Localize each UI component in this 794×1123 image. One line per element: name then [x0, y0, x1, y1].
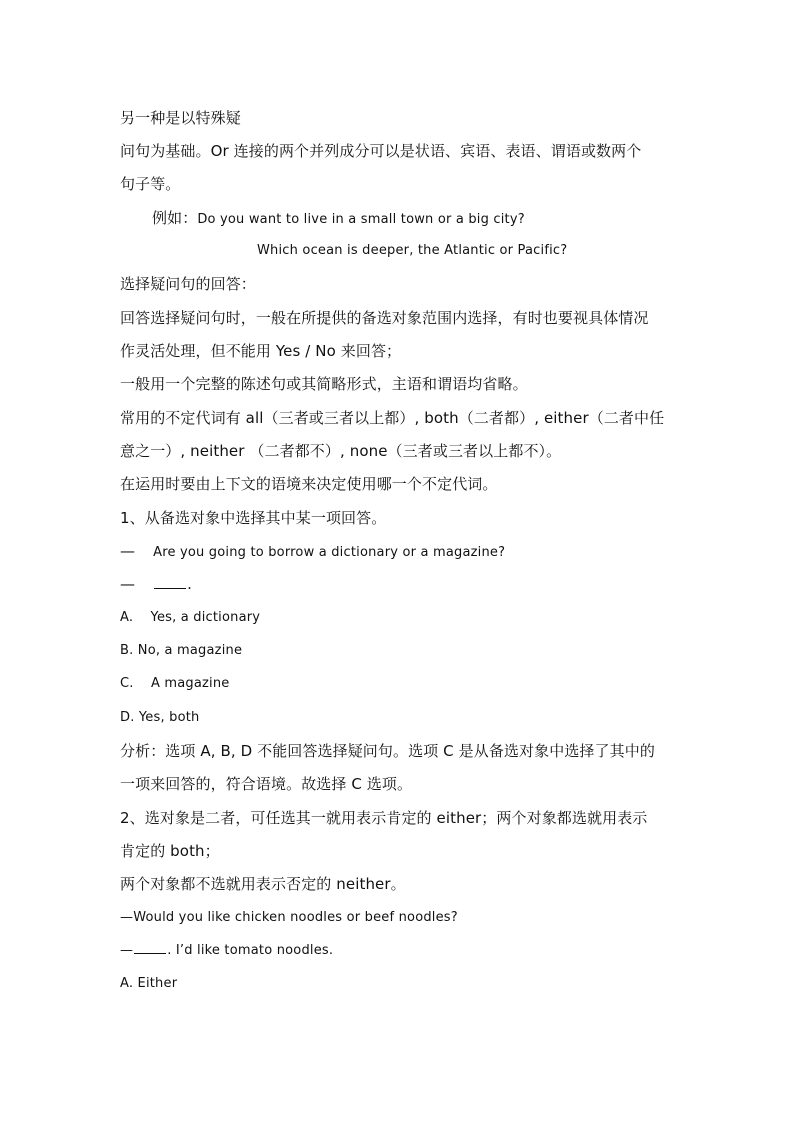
answer-blank	[154, 576, 186, 589]
option-d: D. Yes, both	[120, 710, 200, 725]
analysis-line-1: 分析：选项 A, B, D 不能回答选择疑问句。选项 C 是从备选对象中选择了其中的	[120, 742, 655, 760]
section-2-line-3: 两个对象都不选就用表示否定的 neither。	[120, 875, 406, 893]
intro-line-3: 句子等。	[120, 175, 181, 193]
question-2-answer	[120, 941, 333, 961]
answer-paragraph-1-line-1: 回答选择疑问句时，一般在所提供的备选对象范围内选择，有时也要视具体情况	[120, 309, 649, 327]
question-1	[120, 541, 505, 563]
pronoun-line-1: 常用的不定代词有 all（三者或三者以上都）, both（二者都）, either（二者中任	[120, 409, 665, 427]
answer-paragraph-1-line-2: 作灵活处理，但不能用 Yes / No 来回答；	[120, 342, 402, 360]
question-2-answer-dash: —	[120, 943, 134, 958]
option-b: B. No, a magazine	[120, 643, 243, 658]
analysis-line-2: 一项来回答的，符合语境。故选择 C 选项。	[120, 775, 413, 793]
section-2-line-1: 2、选对象是二者，可任选其一就用表示肯定的 either；两个对象都选就用表示	[120, 809, 648, 827]
example-line-1	[152, 208, 525, 230]
question-1-answer-period: .	[187, 575, 192, 593]
question-1-answer-dash: —	[120, 575, 136, 593]
section-2-line-2: 肯定的 both；	[120, 842, 220, 860]
intro-line-2: 问句为基础。Or 连接的两个并列成分可以是状语、宾语、表语、谓语或数两个	[120, 142, 642, 160]
section-1-title: 1、从备选对象中选择其中某一项回答。	[120, 509, 387, 527]
option-a: A. Yes, a dictionary	[120, 610, 261, 625]
option-c: C. A magazine	[120, 676, 230, 691]
example-sentence-1: Do you want to live in a small town or a big city?	[197, 212, 525, 227]
intro-line-1: 另一种是以特殊疑	[120, 109, 241, 127]
question-2-answer-text: . I’d like tomato noodles.	[167, 943, 334, 958]
example-sentence-2: Which ocean is deeper, the Atlantic or Pacific?	[257, 243, 568, 258]
question-1-answer	[120, 574, 192, 594]
answer-heading: 选择疑问句的回答：	[120, 275, 256, 293]
answer-blank-2	[134, 941, 166, 954]
example-label: 例如：	[152, 209, 198, 227]
question-2: —Would you like chicken noodles or beef noodles?	[120, 910, 458, 925]
question-1-dash: —	[120, 542, 136, 560]
answer-paragraph-2: 一般用一个完整的陈述句或其简略形式，主语和谓语均省略。	[120, 375, 528, 393]
pronoun-line-2: 意之一）, neither （二者都不）, none（三者或三者以上都不）。	[120, 442, 562, 460]
context-line: 在运用时要由上下文的语境来决定使用哪一个不定代词。	[120, 475, 498, 493]
question-1-text: Are you going to borrow a dictionary or a magazine?	[153, 545, 506, 560]
question-2-option-a: A. Either	[120, 976, 178, 991]
